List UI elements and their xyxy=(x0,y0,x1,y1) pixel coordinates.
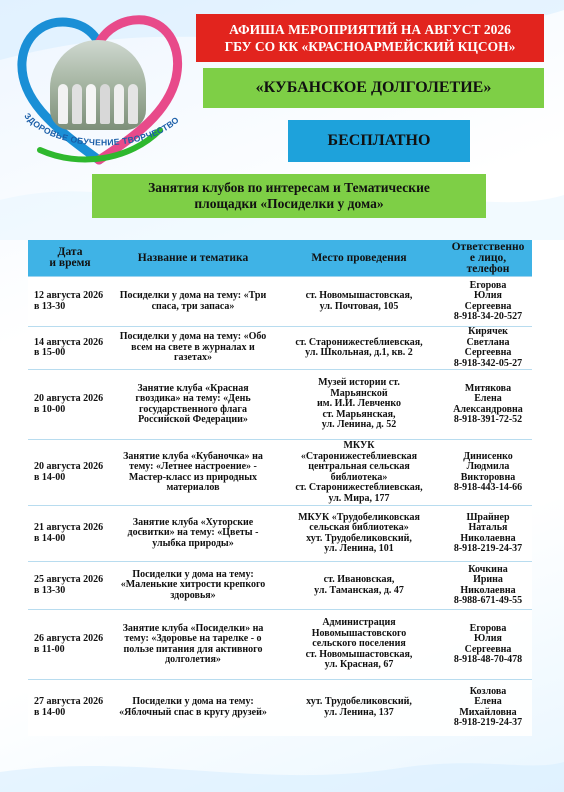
schedule-table xyxy=(28,240,532,736)
row-contact: Егорова Юлия Сергеевна 8-918-48-70-478 xyxy=(444,610,532,680)
row-topic: Занятие клуба «Красная гвоздика» на тему: «День государственного флага Российской Федерации» xyxy=(112,370,274,440)
title-line-2: ГБУ СО КК «КРАСНОАРМЕЙСКИЙ КЦСОН» xyxy=(224,39,516,54)
header-topic: Название и тематика xyxy=(112,240,274,277)
row-date: 20 августа 2026 в 10-00 xyxy=(28,370,112,440)
row-date: 14 августа 2026 в 15-00 xyxy=(28,327,112,370)
row-place: ст. Старонижестеблиевская, ул. Школьная, д.1, кв. 2 xyxy=(274,327,444,370)
table-row xyxy=(28,506,532,562)
table-row xyxy=(28,370,532,440)
row-topic: Занятие клуба «Кубаночка» на тему: «Летнее настроение» - Мастер-класс из природных материалов xyxy=(112,440,274,506)
bottom-wave-decoration xyxy=(0,732,564,792)
row-place: ст. Ивановская, ул. Таманская, д. 47 xyxy=(274,562,444,610)
row-date: 20 августа 2026 в 14-00 xyxy=(28,440,112,506)
row-topic: Посиделки у дома на тему: «Маленькие хитрости крепкого здоровья» xyxy=(112,562,274,610)
row-place: Администрация Новомышастовского сельского поселения ст. Новомышастовская, ул. Красная, 67 xyxy=(274,610,444,680)
subtitle-banner xyxy=(92,174,486,218)
svg-text:ЗДОРОВЬЕ ОБУЧЕНИЕ ТВОРЧЕСТВО: ЗДОРОВЬЕ ОБУЧЕНИЕ ТВОРЧЕСТВО xyxy=(22,110,181,148)
row-place: МКУК «Трудобеликовская сельская библиотека» хут. Трудобеликовский, ул. Ленина, 101 xyxy=(274,506,444,562)
row-contact: Кирячек Светлана Сергеевна 8-918-342-05-27 xyxy=(444,327,532,370)
row-place: МКУК «Старонижестеблиевская центральная сельская библиотека» ст. Старонижестеблиевская, ул. Мира, 177 xyxy=(274,440,444,506)
row-contact: Митякова Елена Александровна 8-918-391-72-52 xyxy=(444,370,532,440)
logo xyxy=(10,10,188,170)
row-place: ст. Новомышастовская, ул. Почтовая, 105 xyxy=(274,277,444,327)
subtitle-line-1: Занятия клубов по интересам и Тематические xyxy=(148,180,430,195)
row-contact: Кочкина Ирина Николаевна 8-988-671-49-55 xyxy=(444,562,532,610)
table-row xyxy=(28,562,532,610)
row-topic: Посиделки у дома на тему: «Три спаса, три запаса» xyxy=(112,277,274,327)
row-topic: Посиделки у дома на тему: «Обо всем на свете в журналах и газетах» xyxy=(112,327,274,370)
title-banner xyxy=(196,14,544,62)
program-banner: «КУБАНСКОЕ ДОЛГОЛЕТИЕ» xyxy=(203,68,544,108)
row-place: хут. Трудобеликовский, ул. Ленина, 137 xyxy=(274,680,444,736)
table-row xyxy=(28,327,532,370)
row-place: Музей истории ст. Марьянской им. И.И. Левченко ст. Марьянская, ул. Ленина, д. 52 xyxy=(274,370,444,440)
subtitle-line-2: площадки «Посиделки у дома» xyxy=(194,196,384,211)
table-row xyxy=(28,277,532,327)
logo-motto xyxy=(10,108,188,168)
row-date: 26 августа 2026 в 11-00 xyxy=(28,610,112,680)
row-topic: Занятие клуба «Хуторские досвитки» на тему: «Цветы - улыбка природы» xyxy=(112,506,274,562)
row-topic: Посиделки у дома на тему: «Яблочный спас в кругу друзей» xyxy=(112,680,274,736)
table-header-row xyxy=(28,240,532,277)
header-place: Место проведения xyxy=(274,240,444,277)
row-topic: Занятие клуба «Посиделки» на тему: «Здоровье на тарелке - о пользе питания для активного долголетия» xyxy=(112,610,274,680)
table-row xyxy=(28,680,532,736)
row-contact: Козлова Елена Михайловна 8-918-219-24-37 xyxy=(444,680,532,736)
table-row xyxy=(28,610,532,680)
header-date: Дата и время xyxy=(28,240,112,277)
table-row xyxy=(28,440,532,506)
row-contact: Динисенко Людмила Викторовна 8-918-443-14-66 xyxy=(444,440,532,506)
header-contact: Ответственно е лицо, телефон xyxy=(444,240,532,277)
row-contact: Егорова Юлия Сергеевна 8-918-34-20-527 xyxy=(444,277,532,327)
row-date: 21 августа 2026 в 14-00 xyxy=(28,506,112,562)
free-banner: БЕСПЛАТНО xyxy=(288,120,470,162)
row-date: 25 августа 2026 в 13-30 xyxy=(28,562,112,610)
row-contact: Шрайнер Наталья Николаевна 8-918-219-24-37 xyxy=(444,506,532,562)
row-date: 27 августа 2026 в 14-00 xyxy=(28,680,112,736)
title-line-1: АФИША МЕРОПРИЯТИЙ НА АВГУСТ 2026 xyxy=(229,22,511,37)
row-date: 12 августа 2026 в 13-30 xyxy=(28,277,112,327)
